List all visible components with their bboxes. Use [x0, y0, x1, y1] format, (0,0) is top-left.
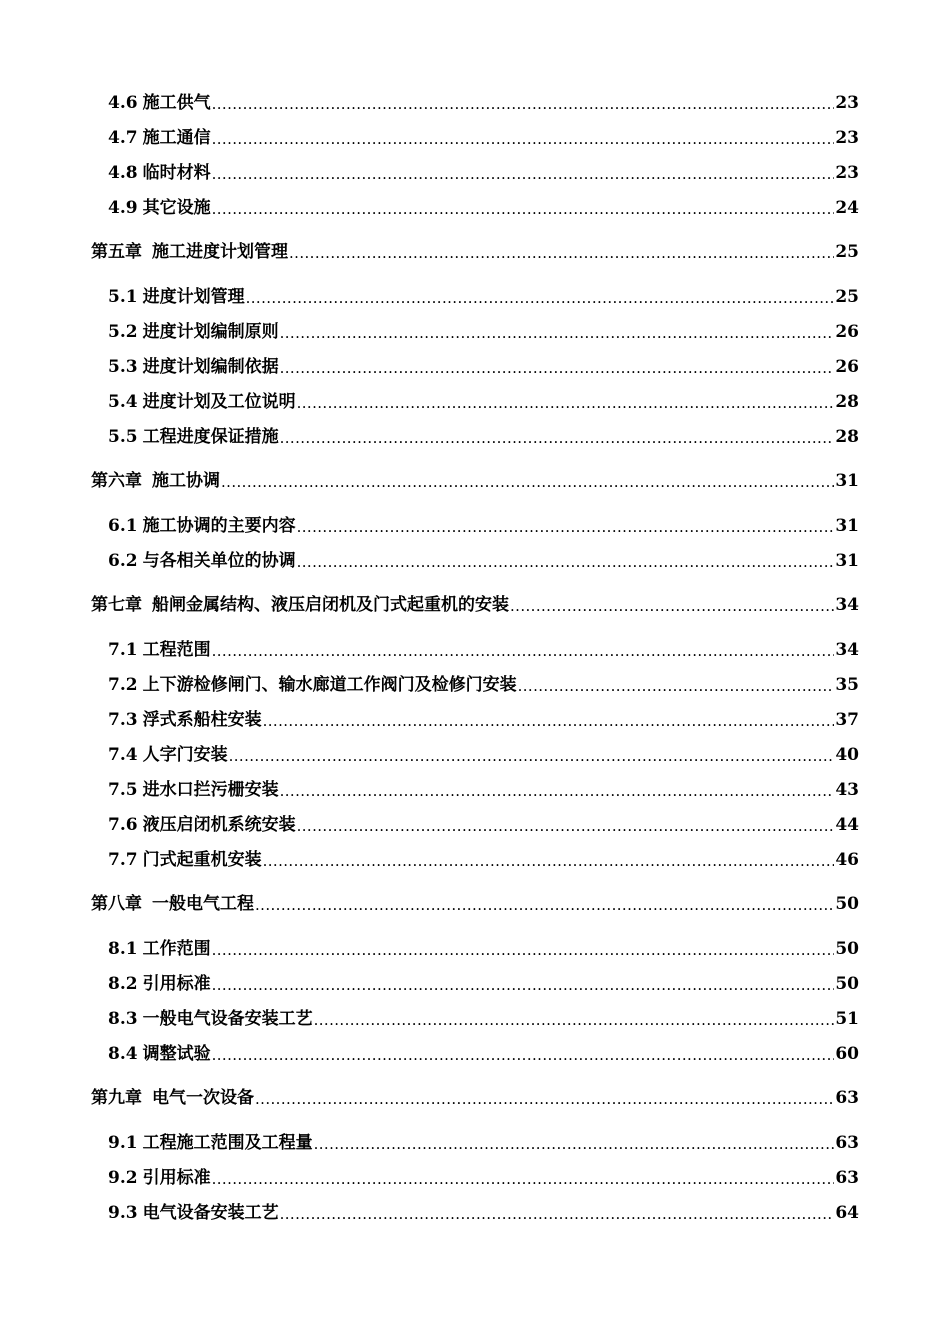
- toc-dot-leader: [255, 892, 834, 916]
- toc-entry-number: 5.5: [108, 427, 138, 447]
- toc-entry-number: 第六章: [91, 471, 142, 491]
- toc-section-entry[interactable]: [108, 638, 859, 662]
- toc-entry-title: 进度计划及工位说明: [142, 392, 296, 412]
- toc-dot-leader: [280, 355, 835, 379]
- toc-dot-leader: [246, 285, 835, 309]
- toc-entry-page-number: 31: [835, 516, 859, 536]
- toc-dot-leader: [314, 1131, 835, 1155]
- toc-entry-number: 8.2: [108, 974, 138, 994]
- toc-section-entry[interactable]: [108, 1007, 859, 1031]
- toc-dot-leader: [510, 593, 834, 617]
- toc-entry-page-number: 37: [835, 710, 859, 730]
- toc-entry-number: 4.6: [108, 93, 138, 113]
- toc-entry-title: 施工协调的主要内容: [142, 516, 296, 536]
- toc-section-entry[interactable]: [108, 708, 859, 732]
- toc-section-entry[interactable]: [108, 813, 859, 837]
- toc-dot-leader: [212, 937, 835, 961]
- toc-entry-page-number: 35: [835, 675, 859, 695]
- toc-entry-title: 船闸金属结构、液压启闭机及门式起重机的安装: [152, 595, 509, 615]
- toc-section-entry[interactable]: [108, 196, 859, 220]
- toc-entry-page-number: 31: [835, 471, 859, 491]
- toc-entry-title: 施工协调: [152, 471, 220, 491]
- toc-dot-leader: [297, 390, 835, 414]
- toc-section-entry[interactable]: [108, 285, 859, 309]
- toc-entry-number: 7.7: [108, 850, 138, 870]
- toc-entry-title: 电气一次设备: [152, 1088, 254, 1108]
- toc-entry-title: 人字门安装: [142, 745, 228, 765]
- toc-dot-leader: [280, 425, 835, 449]
- toc-dot-leader: [212, 91, 835, 115]
- toc-entry-number: 8.3: [108, 1009, 138, 1029]
- toc-section-entry[interactable]: [108, 126, 859, 150]
- toc-section-entry[interactable]: [108, 1201, 859, 1225]
- toc-entry-title: 施工进度计划管理: [152, 242, 288, 262]
- toc-entry-title: 浮式系船柱安装: [142, 710, 262, 730]
- toc-entry-page-number: 23: [835, 93, 859, 113]
- toc-section-entry[interactable]: [108, 743, 859, 767]
- toc-entry-page-number: 46: [835, 850, 859, 870]
- toc-dot-leader: [280, 320, 835, 344]
- toc-dot-leader: [263, 848, 835, 872]
- toc-entry-page-number: 23: [835, 163, 859, 183]
- toc-dot-leader: [314, 1007, 835, 1031]
- toc-entry-page-number: 28: [835, 427, 859, 447]
- toc-dot-leader: [212, 1042, 835, 1066]
- toc-section-entry[interactable]: [108, 937, 859, 961]
- toc-dot-leader: [518, 673, 835, 697]
- toc-entry-number: 9.2: [108, 1168, 138, 1188]
- toc-entry-page-number: 25: [835, 242, 859, 262]
- toc-entry-number: 7.5: [108, 780, 138, 800]
- toc-entry-page-number: 64: [835, 1203, 859, 1223]
- toc-dot-leader: [263, 708, 835, 732]
- toc-entry-number: 5.4: [108, 392, 138, 412]
- toc-entry-number: 5.3: [108, 357, 138, 377]
- toc-entry-number: 9.3: [108, 1203, 138, 1223]
- toc-entry-number: 4.7: [108, 128, 138, 148]
- toc-chapter-entry[interactable]: [91, 593, 859, 617]
- toc-entry-number: 第八章: [91, 894, 142, 914]
- toc-section-entry[interactable]: [108, 390, 859, 414]
- toc-section-entry[interactable]: [108, 425, 859, 449]
- toc-entry-page-number: 26: [835, 322, 859, 342]
- toc-entry-number: 6.2: [108, 551, 138, 571]
- toc-entry-page-number: 43: [835, 780, 859, 800]
- toc-entry-page-number: 31: [835, 551, 859, 571]
- toc-entry-number: 5.2: [108, 322, 138, 342]
- toc-dot-leader: [212, 1166, 835, 1190]
- toc-entry-title: 液压启闭机系统安装: [142, 815, 296, 835]
- toc-section-entry[interactable]: [108, 848, 859, 872]
- toc-entry-title: 引用标准: [142, 1168, 211, 1188]
- toc-entry-number: 4.8: [108, 163, 138, 183]
- toc-section-entry[interactable]: [108, 1042, 859, 1066]
- toc-dot-leader: [255, 1086, 834, 1110]
- toc-dot-leader: [297, 813, 835, 837]
- toc-entry-title: 与各相关单位的协调: [142, 551, 296, 571]
- toc-section-entry[interactable]: [108, 320, 859, 344]
- toc-entry-title: 电气设备安装工艺: [142, 1203, 279, 1223]
- toc-dot-leader: [297, 514, 835, 538]
- toc-dot-leader: [229, 743, 835, 767]
- toc-entry-page-number: 63: [835, 1168, 859, 1188]
- toc-dot-leader: [212, 972, 835, 996]
- toc-entry-number: 6.1: [108, 516, 138, 536]
- toc-entry-title: 工程施工范围及工程量: [142, 1133, 313, 1153]
- toc-entry-number: 4.9: [108, 198, 138, 218]
- toc-entry-number: 9.1: [108, 1133, 138, 1153]
- toc-entry-page-number: 50: [835, 974, 859, 994]
- toc-entry-page-number: 34: [835, 640, 859, 660]
- toc-entry-page-number: 28: [835, 392, 859, 412]
- toc-dot-leader: [212, 196, 835, 220]
- toc-dot-leader: [221, 469, 834, 493]
- toc-section-entry[interactable]: [108, 778, 859, 802]
- toc-entry-number: 7.2: [108, 675, 138, 695]
- toc-entry-number: 7.3: [108, 710, 138, 730]
- toc-section-entry[interactable]: [108, 1166, 859, 1190]
- toc-entry-title: 工程进度保证措施: [142, 427, 279, 447]
- toc-entry-title: 一般电气工程: [152, 894, 254, 914]
- toc-entry-title: 进度计划编制原则: [142, 322, 279, 342]
- toc-section-entry[interactable]: [108, 972, 859, 996]
- toc-entry-title: 进水口拦污栅安装: [142, 780, 279, 800]
- toc-entry-number: 7.4: [108, 745, 138, 765]
- toc-chapter-entry[interactable]: [91, 469, 859, 493]
- toc-entry-page-number: 44: [835, 815, 859, 835]
- toc-entry-page-number: 24: [835, 198, 859, 218]
- toc-section-entry[interactable]: [108, 673, 859, 697]
- toc-entry-title: 门式起重机安装: [142, 850, 262, 870]
- toc-dot-leader: [280, 778, 835, 802]
- toc-entry-title: 施工通信: [142, 128, 211, 148]
- toc-entry-title: 引用标准: [142, 974, 211, 994]
- toc-entry-number: 7.6: [108, 815, 138, 835]
- toc-entry-number: 8.1: [108, 939, 138, 959]
- toc-dot-leader: [212, 638, 835, 662]
- toc-entry-number: 第五章: [91, 242, 142, 262]
- toc-entry-page-number: 63: [835, 1133, 859, 1153]
- toc-section-entry[interactable]: [108, 355, 859, 379]
- toc-entry-page-number: 25: [835, 287, 859, 307]
- toc-dot-leader: [212, 161, 835, 185]
- toc-entry-page-number: 34: [835, 595, 859, 615]
- toc-entry-page-number: 26: [835, 357, 859, 377]
- toc-section-entry[interactable]: [108, 161, 859, 185]
- toc-entry-title: 进度计划编制依据: [142, 357, 279, 377]
- toc-entry-page-number: 60: [835, 1044, 859, 1064]
- toc-entry-page-number: 50: [835, 894, 859, 914]
- toc-dot-leader: [280, 1201, 835, 1225]
- toc-section-entry[interactable]: [108, 91, 859, 115]
- toc-entry-title: 进度计划管理: [142, 287, 245, 307]
- toc-dot-leader: [289, 240, 834, 264]
- toc-entry-number: 7.1: [108, 640, 138, 660]
- toc-entry-title: 临时材料: [142, 163, 211, 183]
- toc-chapter-entry[interactable]: [91, 892, 859, 916]
- toc-dot-leader: [297, 549, 835, 573]
- toc-entry-page-number: 23: [835, 128, 859, 148]
- toc-section-entry[interactable]: [108, 1131, 859, 1155]
- toc-entry-page-number: 51: [835, 1009, 859, 1029]
- toc-section-entry[interactable]: [108, 549, 859, 573]
- toc-entry-page-number: 40: [835, 745, 859, 765]
- toc-entry-title: 其它设施: [142, 198, 211, 218]
- toc-entry-title: 施工供气: [142, 93, 211, 113]
- toc-chapter-entry[interactable]: [91, 240, 859, 264]
- toc-entry-number: 5.1: [108, 287, 138, 307]
- toc-entry-page-number: 63: [835, 1088, 859, 1108]
- toc-entry-title: 工程范围: [142, 640, 211, 660]
- toc-dot-leader: [212, 126, 835, 150]
- toc-entry-title: 一般电气设备安装工艺: [142, 1009, 313, 1029]
- toc-entry-number: 第七章: [91, 595, 142, 615]
- toc-entry-number: 8.4: [108, 1044, 138, 1064]
- toc-section-entry[interactable]: [108, 514, 859, 538]
- toc-entry-title: 调整试验: [142, 1044, 211, 1064]
- toc-chapter-entry[interactable]: [91, 1086, 859, 1110]
- toc-entry-title: 上下游检修闸门、输水廊道工作阀门及检修门安装: [142, 675, 517, 695]
- toc-entry-page-number: 50: [835, 939, 859, 959]
- toc-entry-number: 第九章: [91, 1088, 142, 1108]
- toc-entry-title: 工作范围: [142, 939, 211, 959]
